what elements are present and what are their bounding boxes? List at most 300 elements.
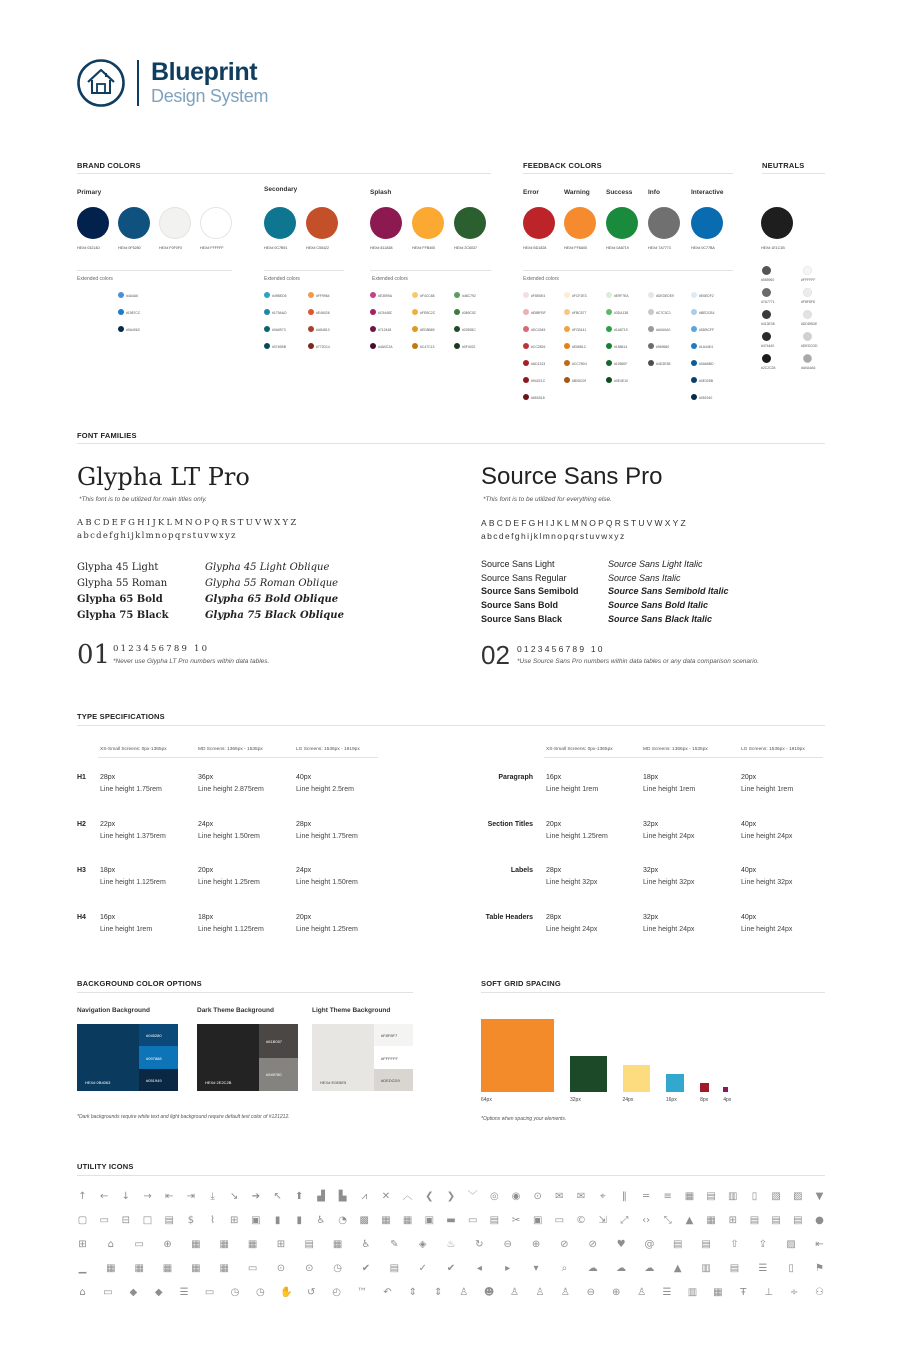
type-spec-size: 40px <box>296 774 312 781</box>
history-icon[interactable]: ↺ <box>307 1287 316 1298</box>
calendar-check-icon[interactable]: ▦ <box>134 1263 144 1274</box>
divider <box>77 443 825 444</box>
compress-icon[interactable]: ⤡ <box>663 1215 672 1226</box>
binoculars-icon[interactable]: ⊞ <box>230 1215 239 1226</box>
extended-color-dot <box>308 292 314 298</box>
bookmark-plus-icon[interactable]: ▮ <box>296 1215 302 1226</box>
pie-chart-icon[interactable]: ◔ <box>338 1215 347 1226</box>
clock-ban-icon[interactable]: ⊘ <box>588 1239 597 1250</box>
source-digits: 0123456789 10 <box>517 644 605 654</box>
user-minus-icon[interactable]: ♙ <box>535 1287 545 1298</box>
menu-icon[interactable]: ≡ <box>663 1191 672 1202</box>
file-icon[interactable]: ▯ <box>751 1191 758 1202</box>
calendar-clock-icon[interactable]: ▦ <box>191 1263 201 1274</box>
table-lines-icon[interactable]: ▤ <box>304 1239 314 1250</box>
neutral-dot <box>803 310 812 319</box>
extended-color-dot <box>691 343 697 349</box>
color-swatch <box>77 207 109 239</box>
extended-color-dot <box>264 326 270 332</box>
chart-small-icon[interactable]: ▁ <box>78 1263 87 1274</box>
extended-color-label: #AD1313 <box>531 361 546 366</box>
type-spec-size: 40px <box>741 913 757 921</box>
undo-icon[interactable]: ↶ <box>383 1287 392 1298</box>
extended-color-label: #C47C13 <box>420 344 435 349</box>
grid-spacing-label: 32px <box>570 1097 581 1103</box>
divider <box>77 173 491 174</box>
color-swatch <box>564 207 596 239</box>
extended-color-dot <box>523 394 529 400</box>
divider <box>481 992 825 993</box>
chat-icon[interactable]: ▭ <box>204 1287 215 1298</box>
document-icon[interactable]: ▤ <box>706 1191 716 1202</box>
neutral-dot <box>803 332 812 341</box>
eye-hidden-icon[interactable]: ◎ <box>489 1191 499 1202</box>
type-spec-size: 20px <box>741 774 757 781</box>
chevron-up-icon[interactable]: ︿ <box>402 1191 413 1202</box>
color-swatch <box>200 207 232 239</box>
type-spec-size: 28px <box>296 820 312 828</box>
extended-color-label: #FCB141 <box>572 327 587 332</box>
clock-icon[interactable]: ◷ <box>333 1263 342 1274</box>
type-spec-line-height: Line height 1.25rem <box>296 925 358 933</box>
swatch-hex-label: HEX# 0A8719 <box>606 246 629 250</box>
plus-box-icon[interactable]: ⊞ <box>78 1239 87 1250</box>
extended-color-label: #772D14 <box>316 344 330 349</box>
users-icon[interactable]: ♙ <box>560 1287 570 1298</box>
arrow-right-bold-icon[interactable]: ➔ <box>251 1191 261 1202</box>
tablet-small-icon[interactable]: ▭ <box>103 1287 113 1298</box>
extended-color-label: #5DBCFF <box>699 327 715 332</box>
expand-icon[interactable]: ⤢ <box>620 1215 629 1226</box>
wheelchair-icon[interactable]: ♿ <box>361 1239 371 1250</box>
grid-nine-icon[interactable]: ▦ <box>713 1287 723 1298</box>
export-icon[interactable]: ⇲ <box>598 1215 607 1226</box>
mail-icon[interactable]: ✉ <box>576 1191 586 1202</box>
glypha-weight-sample: Glypha 65 Bold <box>77 594 163 605</box>
monitor-icon[interactable]: ▭ <box>554 1215 565 1226</box>
type-spec-name: Section Titles <box>487 820 533 828</box>
scissors-icon[interactable]: ✂ <box>511 1215 521 1226</box>
chart-bar-icon[interactable]: ▙ <box>338 1191 347 1202</box>
arrow-up-bold-icon[interactable]: ⬆ <box>295 1191 304 1202</box>
type-spec-name: H3 <box>77 867 86 874</box>
extended-color-label: #0E4E10 <box>614 378 628 383</box>
type-spec-size: 36px <box>198 774 214 781</box>
compass-icon[interactable]: ◈ <box>418 1239 427 1250</box>
neutral-label: #DEDCDD <box>801 344 818 348</box>
table-icon[interactable]: ▦ <box>219 1239 229 1250</box>
neutral-dot <box>803 354 812 363</box>
bg-side-label: #61B057 <box>266 1038 283 1044</box>
neutral-label: #DDDBDE <box>801 322 818 326</box>
calendar-chart-icon[interactable]: ▦ <box>219 1263 229 1274</box>
file-list-icon[interactable]: ▨ <box>793 1191 803 1202</box>
type-spec-name: Paragraph <box>498 774 533 781</box>
screen-size-header: LG Screens: 1536px - 1919px <box>296 747 360 752</box>
type-spec-size: 32px <box>643 867 659 874</box>
logo-divider <box>137 60 139 106</box>
check-badge-icon[interactable]: ✔ <box>361 1263 371 1274</box>
bg-main-label: HEX# 0B4063 <box>85 1080 111 1085</box>
minus-circle-icon[interactable]: ⊖ <box>503 1239 512 1250</box>
neutral-dot <box>803 288 812 297</box>
calendar-x-icon[interactable]: ▦ <box>162 1263 173 1274</box>
align-bottom-icon[interactable]: ⊥ <box>764 1287 774 1298</box>
file-chart-icon[interactable]: ▧ <box>771 1191 781 1202</box>
check-double-icon[interactable]: ✔ <box>446 1263 456 1274</box>
badge-icon[interactable]: ▣ <box>532 1215 543 1226</box>
clipboard-icon[interactable]: ▤ <box>164 1215 174 1226</box>
columns-icon[interactable]: ▥ <box>687 1287 698 1298</box>
glypha-weight-sample: Glypha 45 Light <box>77 562 159 573</box>
arrow-up-left-icon[interactable]: ↖ <box>273 1191 282 1202</box>
glypha-italic-sample: Glypha 45 Light Oblique <box>205 562 330 573</box>
zoom-out-icon[interactable]: ⊖ <box>586 1287 595 1298</box>
screen-size-header: XS-Small Screens: 0px-1365px <box>100 747 167 752</box>
tags-icon[interactable]: ◆ <box>154 1287 163 1298</box>
bg-side-label: #F8F8F7 <box>381 1033 398 1039</box>
bg-options-title: BACKGROUND COLOR OPTIONS <box>77 979 202 988</box>
type-spec-line-height: Line height 1rem <box>100 925 153 933</box>
tablet-icon[interactable]: ▭ <box>99 1215 109 1226</box>
extended-color-label: #0E328B <box>699 378 713 383</box>
plus-circle-icon[interactable]: ⊕ <box>163 1239 172 1250</box>
cloud-down-icon[interactable]: ☁ <box>644 1263 655 1274</box>
type-spec-size: 20px <box>198 867 214 874</box>
timer-icon[interactable]: ◴ <box>332 1287 341 1298</box>
extended-color-label: #F4CC68 <box>420 293 435 298</box>
book-open-icon[interactable]: ▣ <box>251 1215 261 1226</box>
home-rent-icon[interactable]: ⌂ <box>79 1287 86 1298</box>
type-spec-name: H1 <box>77 774 86 781</box>
eye-icon[interactable]: ◉ <box>511 1191 521 1202</box>
trash-icon[interactable]: ▥ <box>701 1263 711 1274</box>
mail-open-icon[interactable]: ✉ <box>555 1191 564 1202</box>
stopwatch-icon[interactable]: ◷ <box>256 1287 265 1298</box>
color-swatch <box>454 207 486 239</box>
extended-color-label: #46C792 <box>462 293 476 298</box>
zoom-in-icon[interactable]: ⊕ <box>611 1287 621 1298</box>
extended-color-label: #FBC577 <box>572 310 587 315</box>
grid-spacing-block <box>700 1083 709 1092</box>
extended-color-label: #10560F <box>614 361 628 366</box>
extended-color-label: #369C52 <box>462 310 476 315</box>
type-spec-size: 28px <box>100 774 116 781</box>
secondary-title: Secondary <box>264 186 298 193</box>
check-icon[interactable]: ✓ <box>418 1263 427 1274</box>
image-icon[interactable]: ▨ <box>786 1239 796 1250</box>
pause-icon[interactable]: ‖ <box>621 1191 627 1202</box>
extended-color-label: #0F4022 <box>462 344 476 349</box>
alarm-icon[interactable]: ◷ <box>230 1287 240 1298</box>
grid-spacing-label: 64px <box>481 1097 492 1103</box>
extended-color-label: #712448 <box>378 327 392 332</box>
divide-icon[interactable]: ÷ <box>789 1287 799 1298</box>
extended-color-label: #179AAD <box>272 310 287 315</box>
caret-left-icon[interactable]: ◂ <box>476 1263 482 1274</box>
calendar-plus-icon[interactable]: ▦ <box>106 1263 116 1274</box>
download-doc-icon[interactable]: ▤ <box>673 1239 683 1250</box>
chevron-right-icon[interactable]: ❯ <box>446 1191 456 1202</box>
extended-color-dot <box>370 343 376 349</box>
extended-color-label: #E9F7EA <box>614 293 629 298</box>
circle-blank-icon[interactable]: ● <box>815 1215 824 1226</box>
trademark-icon[interactable]: ™ <box>357 1287 368 1298</box>
crosshair-icon[interactable]: ⌖ <box>599 1191 606 1202</box>
type-spec-size: 24px <box>296 867 312 874</box>
screen-size-header: MD Screens: 1366px - 1535px <box>198 747 263 752</box>
chart-area-icon[interactable]: ▩ <box>359 1215 369 1226</box>
screen-size-header: LG Screens: 1536px - 1919px <box>741 747 805 752</box>
lines-icon[interactable]: ☰ <box>758 1263 768 1274</box>
type-spec-size: 28px <box>546 867 562 874</box>
type-spec-size: 40px <box>741 820 757 828</box>
swatch-hex-label: HEX# 7A7773 <box>648 246 671 250</box>
extended-color-dot <box>564 292 570 298</box>
inbox-icon[interactable]: ▤ <box>489 1215 500 1226</box>
extended-color-dot <box>564 343 570 349</box>
extended-color-dot <box>454 309 460 315</box>
extended-color-dot <box>606 292 612 298</box>
file-plus-icon[interactable]: ▤ <box>793 1215 803 1226</box>
credit-card-icon[interactable]: ▬ <box>446 1215 456 1226</box>
chart-bar-up-icon[interactable]: ▟ <box>317 1191 325 1202</box>
house-logo-icon <box>76 58 126 108</box>
splash-title: Splash <box>370 189 392 196</box>
primary-title: Primary <box>77 189 102 196</box>
bg-main-label: HEX# E0E8E5 <box>320 1080 347 1085</box>
user-plus-icon[interactable]: ♙ <box>510 1287 520 1298</box>
arrow-right-icon[interactable]: → <box>143 1191 152 1202</box>
extended-colors-label: Extended colors <box>372 276 408 282</box>
extended-color-label: #0A6973 <box>272 327 286 332</box>
feedback-title: Info <box>648 189 660 196</box>
dollar-doc-icon[interactable]: ▤ <box>771 1215 781 1226</box>
cloud-icon[interactable]: ☁ <box>587 1263 598 1274</box>
extended-colors-label: Extended colors <box>264 276 300 282</box>
neutral-label: #474440 <box>761 344 775 348</box>
arrow-left-icon[interactable]: ← <box>99 1191 109 1202</box>
table-simple-icon[interactable]: ⊞ <box>276 1239 286 1250</box>
group-icon[interactable]: ⚇ <box>815 1287 824 1298</box>
type-spec-name: H4 <box>77 913 86 921</box>
arrow-right-bar-icon[interactable]: ⇥ <box>186 1191 196 1202</box>
briefcase-icon[interactable]: ▣ <box>424 1215 435 1226</box>
cloud-upload-icon[interactable]: ☁ <box>616 1263 627 1274</box>
chevron-left-icon[interactable]: ❮ <box>425 1191 434 1202</box>
extended-color-dot <box>691 360 697 366</box>
thumbs-up-icon[interactable]: ✋ <box>280 1287 293 1298</box>
printer-icon[interactable]: ▤ <box>729 1263 740 1274</box>
extended-color-label: #ED8B69 <box>420 327 435 332</box>
user-circle-icon[interactable]: ☻ <box>483 1287 495 1298</box>
grid-lines-icon[interactable]: ▦ <box>332 1239 343 1250</box>
chevron-down-icon[interactable]: ﹀ <box>467 1191 478 1202</box>
extended-color-dot <box>118 309 124 315</box>
upload-box-icon[interactable]: ⇪ <box>758 1239 767 1250</box>
grid-plus-icon[interactable]: ⊞ <box>728 1215 737 1226</box>
glypha-font-name: Glypha LT Pro <box>77 463 250 491</box>
chevron-up-circle-icon[interactable]: ⊙ <box>305 1263 314 1274</box>
close-icon[interactable]: ✕ <box>381 1191 391 1202</box>
grid-spacing-block <box>570 1056 607 1093</box>
chat-doc-icon[interactable]: ▤ <box>389 1263 400 1274</box>
feedback-title: Warning <box>564 189 590 196</box>
at-icon[interactable]: @ <box>644 1239 655 1250</box>
color-swatch <box>118 207 150 239</box>
feedback-title: Interactive <box>691 189 724 196</box>
caret-right-icon[interactable]: ▸ <box>505 1263 511 1274</box>
extended-colors-label: Extended colors <box>523 276 559 282</box>
cast-icon[interactable]: ▭ <box>247 1263 258 1274</box>
extended-color-dot <box>308 326 314 332</box>
color-swatch <box>264 207 296 239</box>
extended-color-dot <box>648 360 654 366</box>
heart-icon[interactable]: ♥ <box>616 1239 626 1250</box>
extended-color-dot <box>523 309 529 315</box>
grid-spacing-block <box>723 1087 728 1092</box>
eye-open-icon[interactable]: ⊙ <box>533 1191 542 1202</box>
list-edit-icon[interactable]: ☰ <box>179 1287 189 1298</box>
table-alt-icon[interactable]: ▦ <box>247 1239 258 1250</box>
plus-round-icon[interactable]: ⊕ <box>531 1239 541 1250</box>
edit-doc-icon[interactable]: ▤ <box>701 1239 711 1250</box>
extended-color-dot <box>264 309 270 315</box>
square-icon[interactable]: ▢ <box>77 1215 88 1226</box>
pencil-icon[interactable]: ✎ <box>390 1239 399 1250</box>
chevron-down-circle-icon[interactable]: ⊙ <box>276 1263 286 1274</box>
source-weight-sample: Source Sans Light <box>481 559 555 569</box>
tag-icon[interactable]: ◆ <box>129 1287 138 1298</box>
refresh-lock-icon[interactable]: ↻ <box>475 1239 484 1250</box>
extended-color-dot <box>606 360 612 366</box>
code-icon[interactable]: ‹› <box>642 1215 651 1226</box>
square-outline-icon[interactable]: □ <box>142 1215 153 1226</box>
source-weight-sample: Source Sans Regular <box>481 572 567 583</box>
type-spec-line-height: Line height 24px <box>643 832 695 840</box>
neutral-label: #2C2C28 <box>761 366 776 370</box>
search-chart-icon[interactable]: ⌕ <box>561 1263 568 1274</box>
bg-side-label: #097888 <box>146 1055 162 1061</box>
ban-icon[interactable]: ⊘ <box>560 1239 569 1250</box>
type-specs-title: TYPE SPECIFICATIONS <box>77 712 165 721</box>
type-spec-size: 20px <box>296 913 312 921</box>
neutral-dot <box>762 354 771 363</box>
align-icon[interactable]: ☰ <box>662 1287 672 1298</box>
glypha-digits: 0123456789 10 <box>113 644 210 654</box>
bookmark-icon[interactable]: ▮ <box>274 1215 281 1226</box>
collapse-left-icon[interactable]: ⇤ <box>815 1239 824 1250</box>
type-spec-name: H2 <box>77 820 86 828</box>
fire-icon[interactable]: ♨ <box>446 1239 456 1250</box>
type-spec-size: 18px <box>643 774 659 781</box>
graduation-icon[interactable]: ▲ <box>685 1215 694 1226</box>
source-font-name: Source Sans Pro <box>481 463 663 490</box>
grid-icon[interactable]: ▦ <box>706 1215 716 1226</box>
extended-color-dot <box>691 292 697 298</box>
chart-line-up-icon[interactable]: ⩘ <box>361 1191 368 1202</box>
expand-v-icon[interactable]: ⇕ <box>434 1287 443 1298</box>
bg-main-label: HEX# 2E2C2B <box>205 1080 232 1085</box>
text-height-icon[interactable]: Ŧ <box>740 1287 747 1298</box>
neutral-label: #FFFFFF <box>801 278 816 282</box>
swatch-hex-label: HEX# 2C6037 <box>454 246 477 250</box>
extended-color-label: #20535C <box>462 327 476 332</box>
calendar-icon[interactable]: ▦ <box>402 1215 413 1226</box>
neutral-dot <box>762 288 771 297</box>
extended-color-dot <box>564 326 570 332</box>
source-lowercase: abcdefghijklmnopqrstuvwxyz <box>481 531 626 541</box>
divider <box>77 992 413 993</box>
feedback-title: Success <box>606 189 633 196</box>
arrow-down-icon[interactable]: ↓ <box>121 1191 131 1202</box>
swatch-hex-label: HEX# 811A58 <box>370 246 393 250</box>
extended-color-label: #158614 <box>614 344 628 349</box>
divider <box>98 757 378 758</box>
calendar-grid-icon[interactable]: ▦ <box>381 1215 391 1226</box>
users-minus-icon[interactable]: ♙ <box>637 1287 647 1298</box>
person-check-icon[interactable]: ♙ <box>459 1287 469 1298</box>
collapse-v-icon[interactable]: ⇕ <box>408 1287 418 1298</box>
arrow-left-bar-icon[interactable]: ⇤ <box>165 1191 174 1202</box>
upload-icon[interactable]: ⇧ <box>730 1239 739 1250</box>
funnel-icon[interactable]: ▼ <box>815 1191 824 1202</box>
divider <box>523 270 733 271</box>
utility-icons-title: UTILITY ICONS <box>77 1162 134 1171</box>
id-card-icon[interactable]: ▭ <box>467 1215 478 1226</box>
minus-box-icon[interactable]: ⊟ <box>121 1215 131 1226</box>
equals-icon[interactable]: ═ <box>643 1191 650 1202</box>
flag-icon[interactable]: ⚑ <box>815 1263 824 1274</box>
arrow-up-icon[interactable]: ↑ <box>78 1191 87 1202</box>
extended-color-dot <box>454 343 460 349</box>
type-spec-line-height: Line height 1rem <box>643 786 696 793</box>
extended-color-label: #FF9964 <box>316 293 330 298</box>
bank-icon[interactable]: ⌂ <box>107 1239 115 1250</box>
arrow-down-right-icon[interactable]: ↘ <box>230 1191 239 1202</box>
swatch-hex-label: HEX# F0F0F0 <box>159 246 182 250</box>
extended-color-dot <box>454 326 460 332</box>
extended-color-dot <box>370 309 376 315</box>
neutral-label: #413E38 <box>761 322 775 326</box>
type-spec-name: Table Headers <box>485 913 533 921</box>
color-swatch <box>606 207 638 239</box>
arrow-down-bar-icon[interactable]: ⤓ <box>210 1191 215 1202</box>
paperclip-icon[interactable]: ⌇ <box>210 1215 215 1226</box>
extended-colors-label: Extended colors <box>77 276 113 282</box>
bookmark-doc-icon[interactable]: ▤ <box>749 1215 760 1226</box>
calculator-icon[interactable]: ▦ <box>191 1239 201 1250</box>
caret-down-icon[interactable]: ▾ <box>533 1263 539 1274</box>
monitor-chart-icon[interactable]: ▭ <box>134 1239 144 1250</box>
triangle-up-icon[interactable]: ▲ <box>673 1263 682 1274</box>
extended-color-label: #0A4063 <box>126 327 140 332</box>
neutral-label: #555960 <box>761 278 775 282</box>
color-swatch <box>523 207 555 239</box>
copyright-icon[interactable]: © <box>576 1215 587 1226</box>
extended-color-dot <box>412 343 418 349</box>
dollar-icon[interactable]: $ <box>187 1215 195 1226</box>
type-spec-size: 28px <box>546 913 562 921</box>
type-spec-size: 16px <box>546 774 562 781</box>
type-spec-size: 24px <box>198 820 214 828</box>
mobile-icon[interactable]: ▯ <box>788 1263 794 1274</box>
accessibility-icon[interactable]: ♿ <box>316 1215 326 1226</box>
chart-doc-icon[interactable]: ▦ <box>684 1191 695 1202</box>
extended-color-label: #1A44E4 <box>699 344 713 349</box>
document-lines-icon[interactable]: ▥ <box>728 1191 738 1202</box>
extended-color-label: #A0A0A0 <box>656 327 671 332</box>
